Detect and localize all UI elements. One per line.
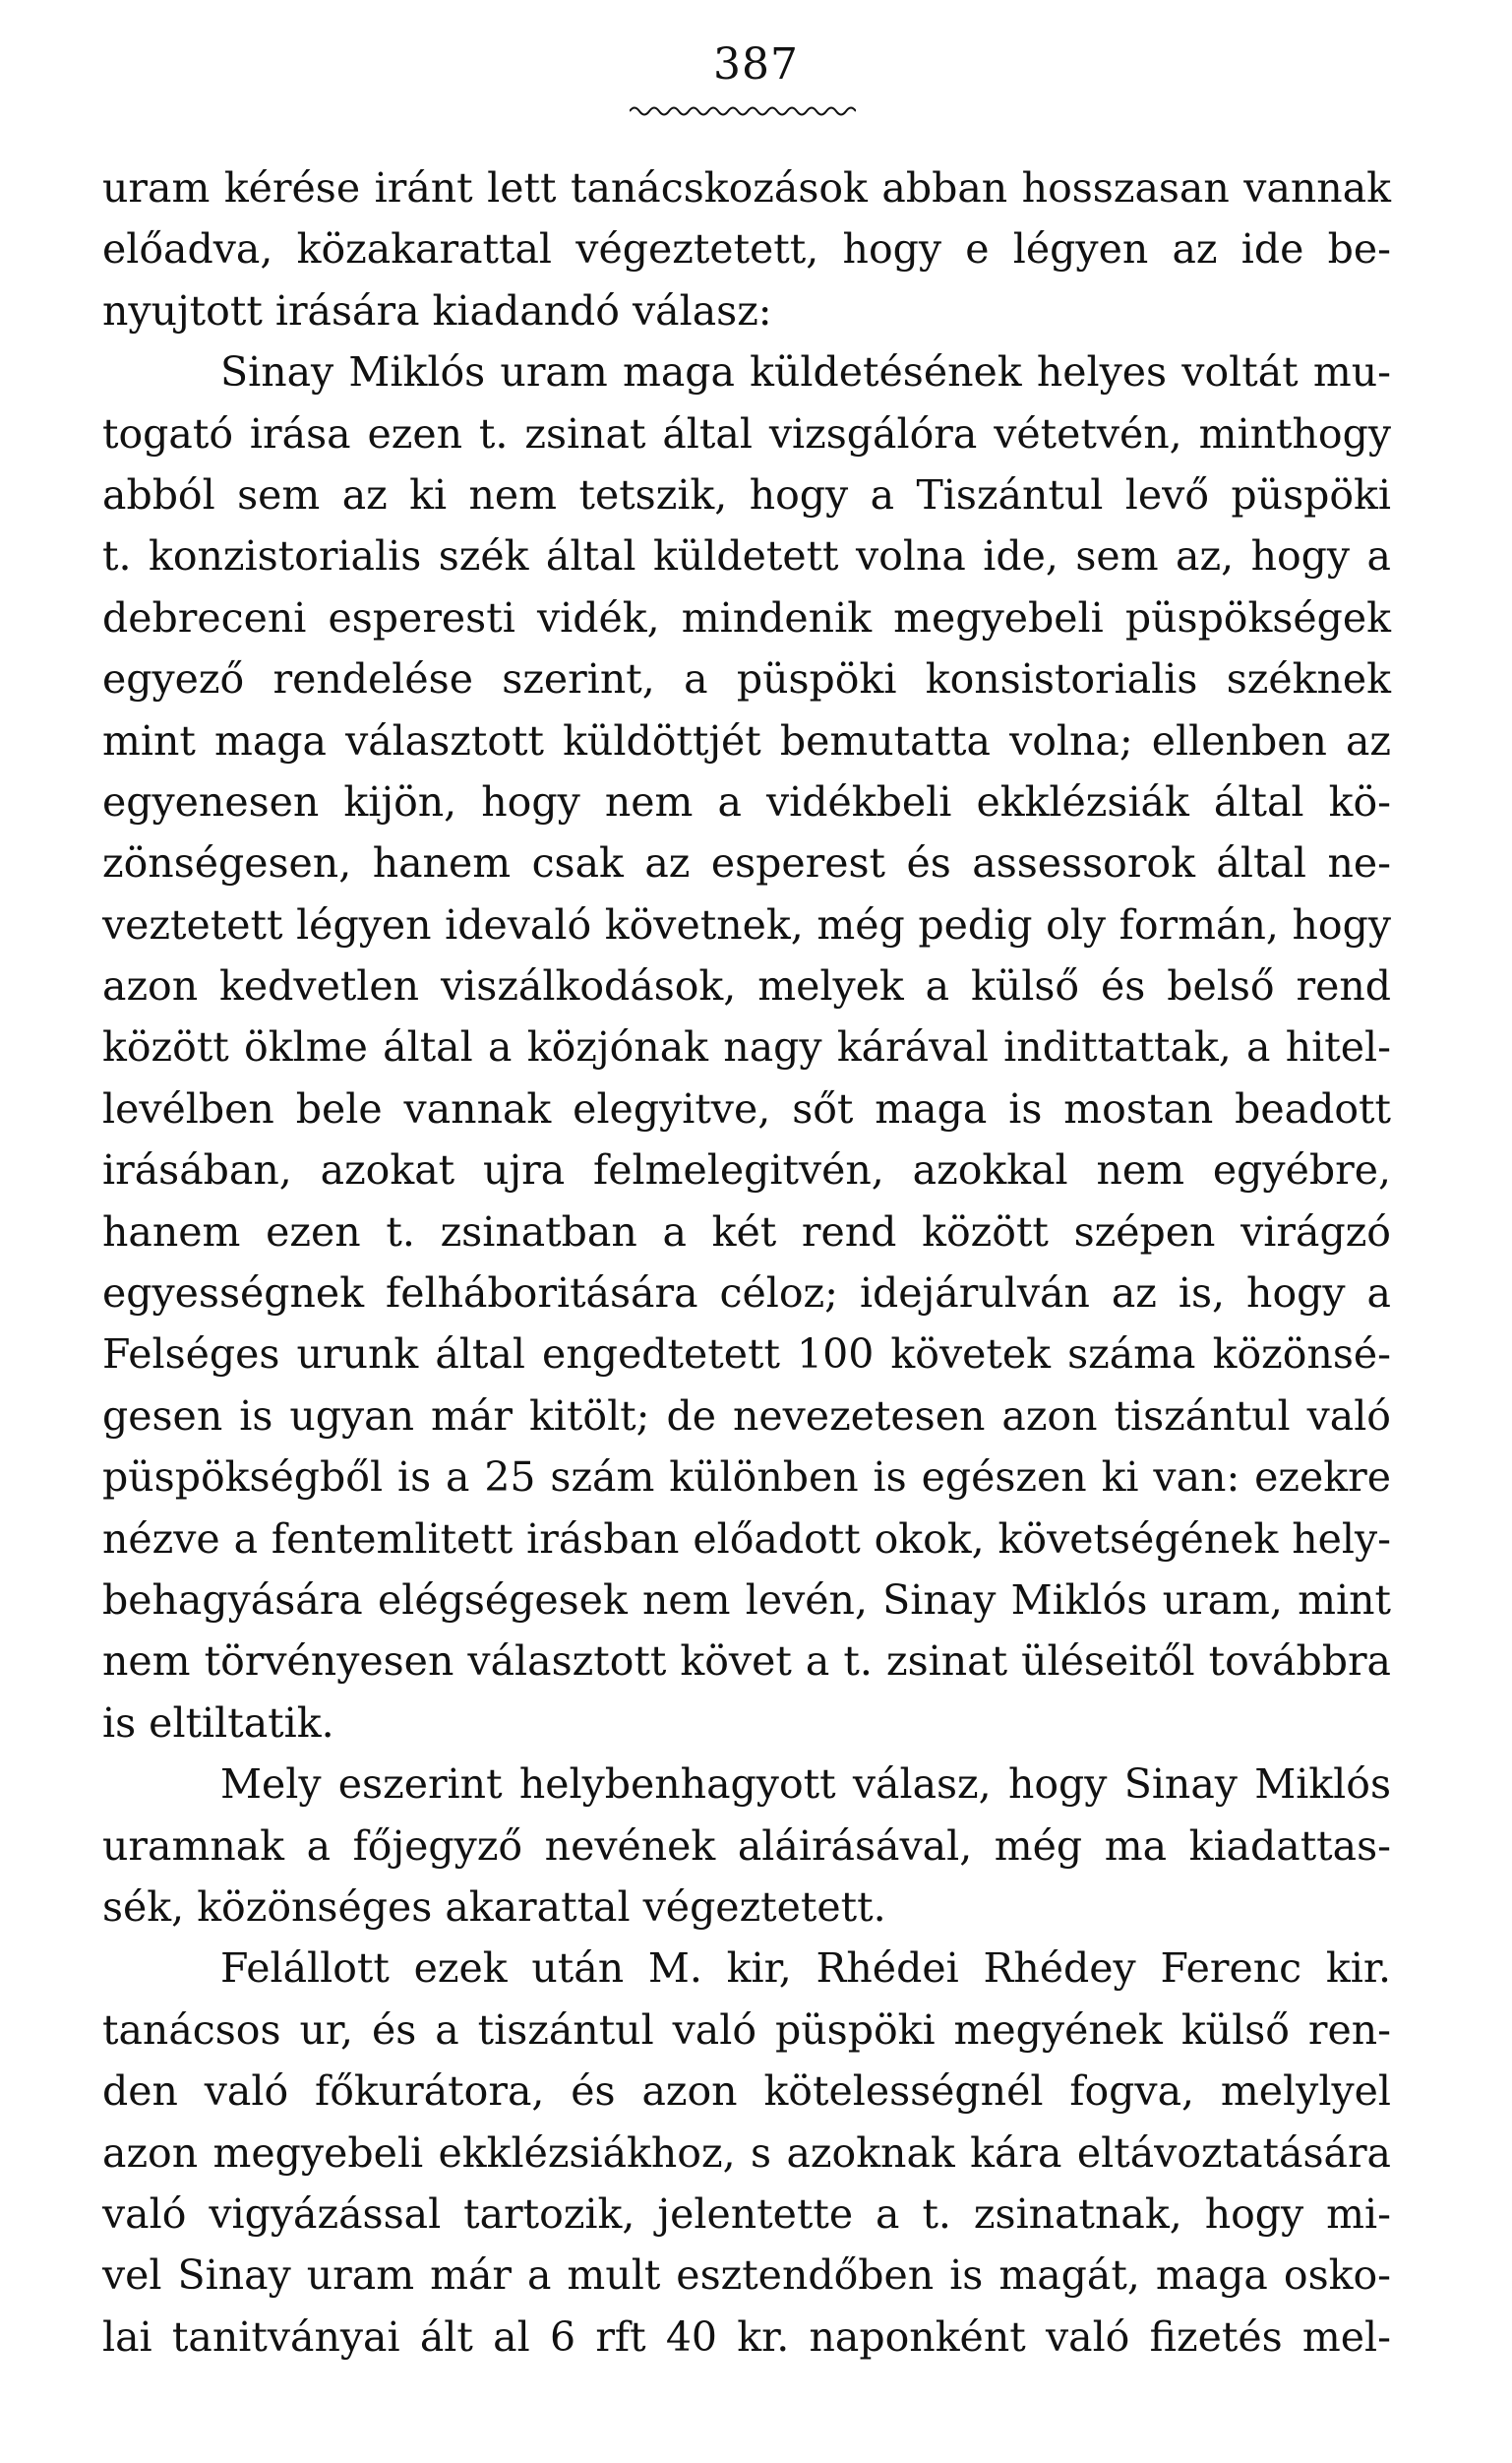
text-line: is eltiltatik. — [102, 1698, 334, 1747]
text-line: uram kérése iránt lett tanácskozások abban hosszasan vannak — [102, 164, 1391, 212]
text-line: egyességnek felháboritására céloz; idejárulván az is, hogy a — [102, 1269, 1391, 1318]
text-line: egyező rendelése szerint, a püspöki konsistorialis széknek — [102, 655, 1391, 704]
text-line: sék, közönséges akarattal végeztetett. — [102, 1882, 886, 1931]
text-line: azon kedvetlen viszálkodások, melyek a külső és belső rend — [102, 962, 1391, 1011]
body-text — [102, 157, 1391, 2368]
text-line: tanácsos ur, és a tiszántul való püspöki megyének külső ren- — [102, 2005, 1391, 2054]
text-line: levélben bele vannak elegyitve, sőt maga is mostan beadott — [102, 1084, 1391, 1133]
text-line: előadva, közakarattal végeztetett, hogy e légyen az ide be- — [102, 225, 1391, 274]
text-line: Mely eszerint helybenhagyott válasz, hogy Sinay Miklós — [220, 1760, 1391, 1809]
text-line: t. konzistorialis szék által küldetett volna ide, sem az, hogy a — [102, 532, 1391, 581]
text-line: debreceni esperesti vidék, mindenik megyebeli püspökségek — [102, 593, 1391, 642]
text-line: Felállott ezek után M. kir, Rhédei Rhédey Ferenc kir. — [220, 1944, 1391, 1993]
text-line: hanem ezen t. zsinatban a két rend között szépen virágzó — [102, 1207, 1391, 1256]
text-line: való vigyázással tartozik, jelentette a t. zsinatnak, hogy mi- — [102, 2189, 1391, 2238]
text-line: lai tanitványai ált al 6 rft 40 kr. naponként való fizetés mel- — [102, 2312, 1391, 2361]
text-line: nem törvényesen választott követ a t. zsinat üléseitől továbbra — [102, 1637, 1391, 1686]
text-line: azon megyebeli ekklézsiákhoz, s azoknak kára eltávoztatására — [102, 2128, 1391, 2177]
wavy-rule-ornament — [630, 102, 856, 120]
text-line: gesen is ugyan már kitölt; de nevezetesen azon tiszántul való — [102, 1391, 1391, 1440]
text-line: abból sem az ki nem tetszik, hogy a Tiszántul levő püspöki — [102, 470, 1391, 519]
text-line: veztetett légyen idevaló követnek, még pedig oly formán, hogy — [102, 900, 1391, 949]
text-line: egyenesen kijön, hogy nem a vidékbeli ekklézsiák által kö- — [102, 777, 1391, 826]
text-line: püspökségből is a 25 szám különben is egészen ki van: ezekre — [102, 1453, 1391, 1502]
text-line: irásában, azokat ujra felmelegitvén, azokkal nem egyébre, — [102, 1146, 1391, 1195]
text-line: uramnak a főjegyző nevének aláirásával, még ma kiadattas- — [102, 1821, 1391, 1870]
text-line: között öklme által a közjónak nagy kárával indittattak, a hitel- — [102, 1023, 1391, 1072]
page-number: 387 — [713, 39, 799, 90]
text-line: nézve a fentemlitett irásban előadott okok, követségének hely- — [102, 1514, 1391, 1563]
text-line: Felséges urunk által engedtetett 100 követek száma közönsé- — [102, 1330, 1391, 1379]
text-line: behagyására elégségesek nem levén, Sinay Miklós uram, mint — [102, 1575, 1391, 1624]
text-line: mint maga választott küldöttjét bemutatta volna; ellenben az — [102, 716, 1391, 765]
text-line: vel Sinay uram már a mult esztendőben is magát, maga osko- — [102, 2251, 1391, 2300]
text-line: togató irása ezen t. zsinat által vizsgálóra vétetvén, minthogy — [102, 409, 1391, 458]
text-line: den való főkurátora, és azon kötelességnél fogva, melylyel — [102, 2067, 1391, 2116]
text-line: zönségesen, hanem csak az esperest és assessorok által ne- — [102, 839, 1391, 888]
text-line: Sinay Miklós uram maga küldetésének helyes voltát mu- — [220, 348, 1391, 397]
text-line: nyujtott irására kiadandó válasz: — [102, 286, 772, 335]
